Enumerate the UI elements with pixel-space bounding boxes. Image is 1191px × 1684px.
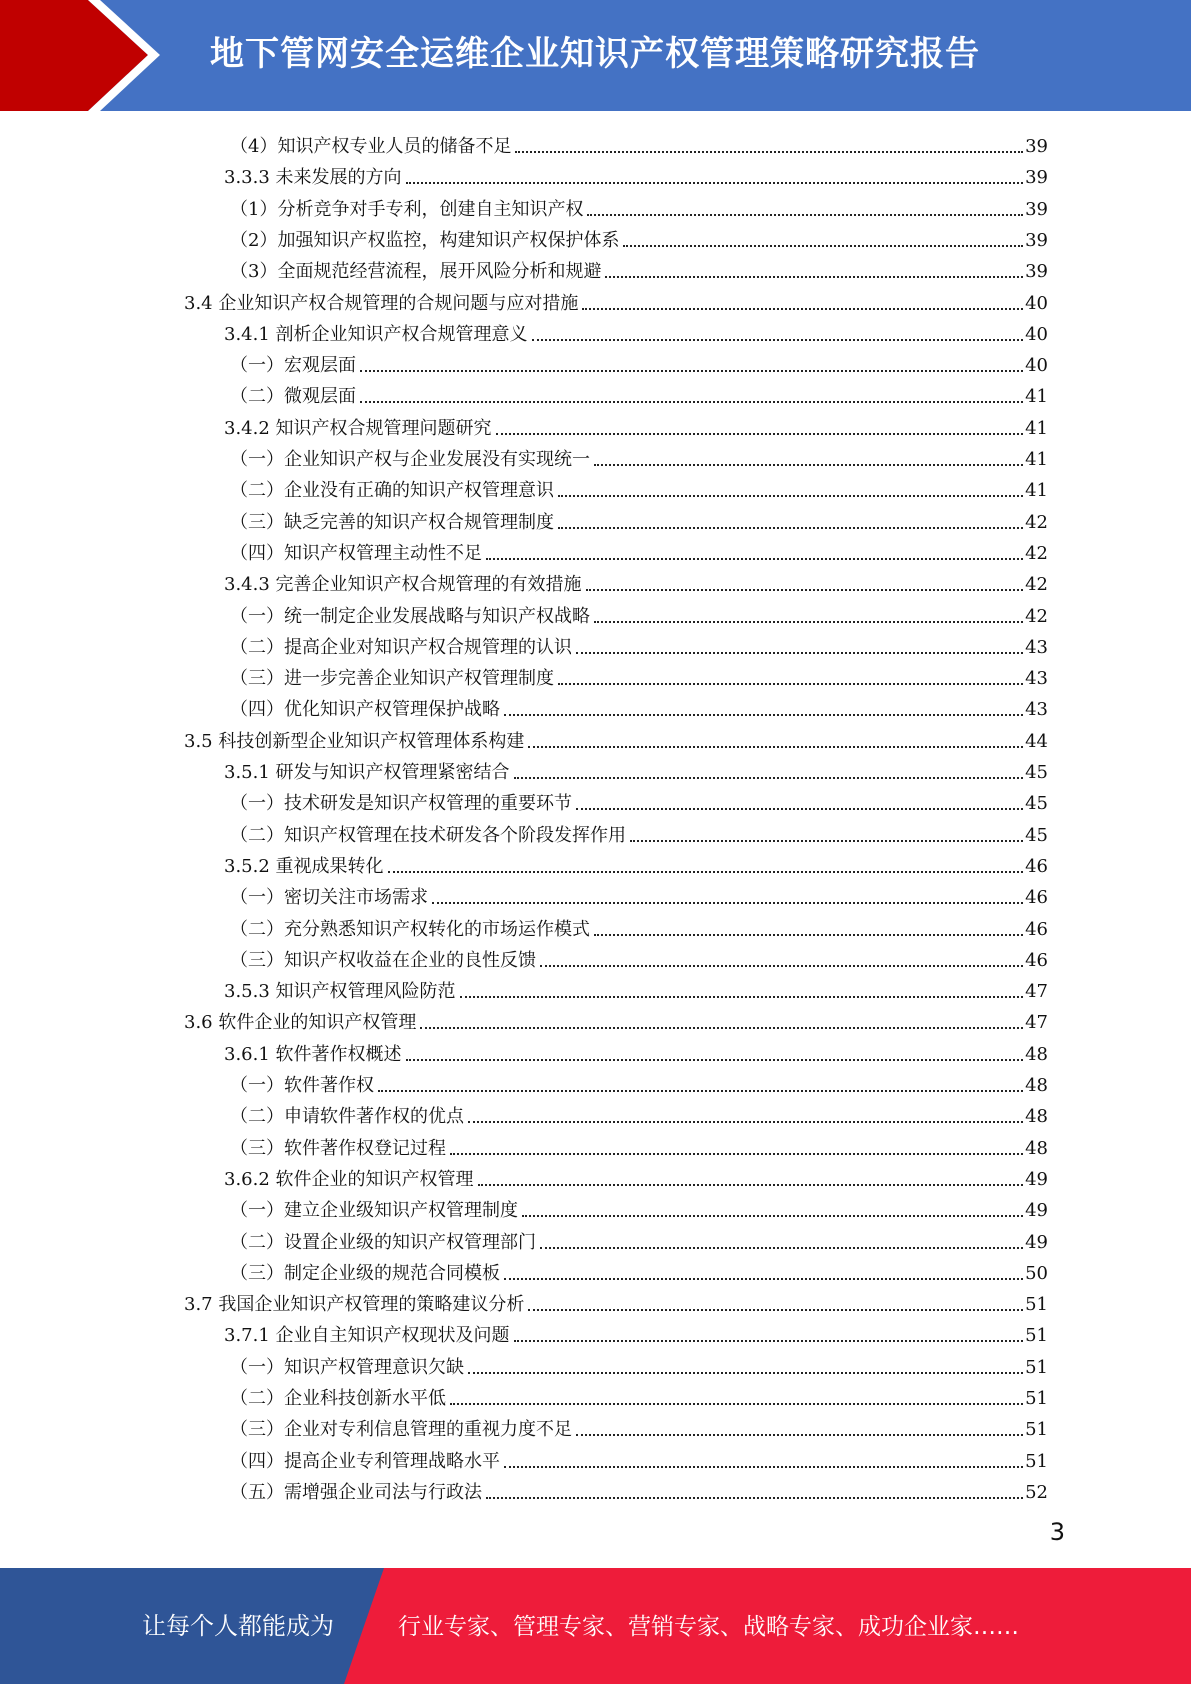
toc-dot-leader bbox=[420, 1021, 1023, 1029]
toc-entry[interactable] bbox=[230, 535, 1048, 566]
toc-entry-title: （四）优化知识产权管理保护战略 bbox=[230, 699, 500, 720]
page-header bbox=[0, 0, 1191, 111]
toc-dot-leader bbox=[532, 333, 1024, 341]
toc-entry[interactable] bbox=[230, 378, 1048, 409]
toc-dot-leader bbox=[587, 208, 1023, 216]
toc-entry-page: 39 bbox=[1025, 136, 1048, 157]
toc-dot-leader bbox=[504, 1460, 1023, 1468]
toc-entry-title: （二）申请软件著作权的优点 bbox=[230, 1106, 464, 1127]
toc-entry-title: （四）知识产权管理主动性不足 bbox=[230, 543, 482, 564]
toc-entry-page: 51 bbox=[1025, 1294, 1048, 1315]
toc-entry-title: （四）提高企业专利管理战略水平 bbox=[230, 1451, 500, 1472]
toc-dot-leader bbox=[486, 1491, 1023, 1499]
toc-entry-title: 3.4.3 完善企业知识产权合规管理的有效措施 bbox=[224, 574, 582, 595]
toc-entry-title: （三）知识产权收益在企业的良性反馈 bbox=[230, 950, 536, 971]
toc-dot-leader bbox=[528, 740, 1023, 748]
footer-slogan-right: 行业专家、管理专家、营销专家、战略专家、成功企业家…… bbox=[398, 1614, 1019, 1640]
toc-entry-page: 44 bbox=[1025, 731, 1048, 752]
toc-dot-leader bbox=[514, 1334, 1024, 1342]
toc-entry-title: （一）宏观层面 bbox=[230, 355, 356, 376]
toc-entry-title: （二）提高企业对知识产权合规管理的认识 bbox=[230, 637, 572, 658]
toc-dot-leader bbox=[558, 489, 1023, 497]
toc-entry-title: （二）设置企业级的知识产权管理部门 bbox=[230, 1232, 536, 1253]
toc-dot-leader bbox=[586, 583, 1024, 591]
toc-entry[interactable] bbox=[230, 942, 1048, 973]
toc-dot-leader bbox=[378, 1084, 1023, 1092]
toc-entry[interactable] bbox=[184, 285, 1048, 316]
toc-entry[interactable] bbox=[224, 848, 1048, 879]
toc-entry-page: 42 bbox=[1025, 574, 1048, 595]
toc-dot-leader bbox=[514, 771, 1024, 779]
toc-entry[interactable] bbox=[230, 660, 1048, 691]
toc-entry-title: （一）软件著作权 bbox=[230, 1075, 374, 1096]
toc-dot-leader bbox=[594, 458, 1023, 466]
toc-entry-title: （3）全面规范经营流程，展开风险分析和规避 bbox=[230, 261, 602, 282]
toc-entry-page: 45 bbox=[1025, 793, 1048, 814]
toc-entry[interactable] bbox=[230, 1380, 1048, 1411]
toc-entry-title: 3.4.2 知识产权合规管理问题研究 bbox=[224, 418, 492, 439]
toc-entry[interactable] bbox=[230, 1443, 1048, 1474]
toc-dot-leader bbox=[450, 1397, 1023, 1405]
toc-entry-title: 3.4.1 剖析企业知识产权合规管理意义 bbox=[224, 324, 528, 345]
toc-entry-page: 39 bbox=[1025, 199, 1048, 220]
toc-entry-page: 43 bbox=[1025, 699, 1048, 720]
toc-entry[interactable] bbox=[230, 253, 1048, 284]
page-footer bbox=[0, 1568, 1191, 1684]
toc-entry-title: 3.5 科技创新型企业知识产权管理体系构建 bbox=[184, 731, 525, 752]
toc-dot-leader bbox=[522, 1209, 1023, 1217]
toc-dot-leader bbox=[496, 427, 1024, 435]
toc-entry-title: 3.7 我国企业知识产权管理的策略建议分析 bbox=[184, 1294, 525, 1315]
toc-dot-leader bbox=[623, 239, 1023, 247]
toc-entry-page: 48 bbox=[1025, 1106, 1048, 1127]
toc-entry-page: 40 bbox=[1025, 293, 1048, 314]
toc-entry-title: 3.5.2 重视成果转化 bbox=[224, 856, 384, 877]
toc-entry-title: （五）需增强企业司法与行政法 bbox=[230, 1482, 482, 1503]
toc-entry-title: （1）分析竞争对手专利，创建自主知识产权 bbox=[230, 199, 584, 220]
toc-entry-page: 51 bbox=[1025, 1451, 1048, 1472]
toc-dot-leader bbox=[576, 802, 1023, 810]
toc-dot-leader bbox=[468, 1366, 1023, 1374]
toc-entry[interactable] bbox=[224, 1317, 1048, 1348]
toc-dot-leader bbox=[450, 1147, 1023, 1155]
toc-dot-leader bbox=[582, 302, 1023, 310]
toc-entry-page: 46 bbox=[1025, 887, 1048, 908]
toc-dot-leader bbox=[388, 865, 1024, 873]
toc-entry-title: （2）加强知识产权监控，构建知识产权保护体系 bbox=[230, 230, 620, 251]
toc-entry[interactable] bbox=[230, 191, 1048, 222]
toc-entry-page: 43 bbox=[1025, 637, 1048, 658]
toc-entry-page: 42 bbox=[1025, 512, 1048, 533]
toc-entry[interactable] bbox=[230, 1255, 1048, 1286]
toc-entry-title: （三）软件著作权登记过程 bbox=[230, 1138, 446, 1159]
toc-entry-page: 45 bbox=[1025, 762, 1048, 783]
toc-entry[interactable] bbox=[230, 1411, 1048, 1442]
toc-entry-page: 41 bbox=[1025, 480, 1048, 501]
toc-entry-title: （二）微观层面 bbox=[230, 386, 356, 407]
toc-entry[interactable] bbox=[230, 691, 1048, 722]
toc-entry[interactable] bbox=[184, 723, 1048, 754]
toc-entry-title: （二）企业科技创新水平低 bbox=[230, 1388, 446, 1409]
toc-dot-leader bbox=[504, 708, 1023, 716]
toc-entry-page: 49 bbox=[1025, 1200, 1048, 1221]
toc-entry[interactable] bbox=[224, 754, 1048, 785]
toc-entry[interactable] bbox=[224, 1036, 1048, 1067]
toc-entry-page: 39 bbox=[1025, 230, 1048, 251]
toc-entry-title: （二）知识产权管理在技术研发各个阶段发挥作用 bbox=[230, 825, 626, 846]
toc-dot-leader bbox=[558, 521, 1023, 529]
toc-entry-page: 46 bbox=[1025, 950, 1048, 971]
toc-entry-title: （二）企业没有正确的知识产权管理意识 bbox=[230, 480, 554, 501]
toc-dot-leader bbox=[360, 395, 1023, 403]
toc-entry-page: 43 bbox=[1025, 668, 1048, 689]
toc-entry-title: 3.4 企业知识产权合规管理的合规问题与应对措施 bbox=[184, 293, 579, 314]
toc-entry-page: 48 bbox=[1025, 1044, 1048, 1065]
toc-entry-title: 3.3.3 未来发展的方向 bbox=[224, 167, 402, 188]
toc-entry[interactable] bbox=[224, 316, 1048, 347]
toc-entry-title: （一）知识产权管理意识欠缺 bbox=[230, 1357, 464, 1378]
toc-dot-leader bbox=[504, 1272, 1023, 1280]
toc-entry-page: 51 bbox=[1025, 1325, 1048, 1346]
toc-entry-page: 42 bbox=[1025, 543, 1048, 564]
toc-dot-leader bbox=[594, 615, 1023, 623]
toc-entry-page: 50 bbox=[1025, 1263, 1048, 1284]
toc-entry-page: 46 bbox=[1025, 919, 1048, 940]
toc-entry[interactable] bbox=[230, 441, 1048, 472]
toc-dot-leader bbox=[558, 677, 1023, 685]
toc-entry-page: 47 bbox=[1025, 1012, 1048, 1033]
toc-entry[interactable] bbox=[224, 1161, 1048, 1192]
document-title: 地下管网安全运维企业知识产权管理策略研究报告 bbox=[210, 34, 980, 74]
toc-entry-title: （三）企业对专利信息管理的重视力度不足 bbox=[230, 1419, 572, 1440]
toc-entry-title: （一）建立企业级知识产权管理制度 bbox=[230, 1200, 518, 1221]
toc-entry-title: 3.5.3 知识产权管理风险防范 bbox=[224, 981, 456, 1002]
toc-entry-page: 39 bbox=[1025, 167, 1048, 188]
toc-entry-page: 41 bbox=[1025, 418, 1048, 439]
toc-entry-page: 51 bbox=[1025, 1388, 1048, 1409]
toc-entry-page: 40 bbox=[1025, 324, 1048, 345]
toc-dot-leader bbox=[540, 1241, 1023, 1249]
toc-entry[interactable] bbox=[230, 629, 1048, 660]
toc-entry[interactable] bbox=[224, 973, 1048, 1004]
toc-dot-leader bbox=[594, 928, 1023, 936]
toc-entry-title: （一）统一制定企业发展战略与知识产权战略 bbox=[230, 606, 590, 627]
toc-entry-title: （一）企业知识产权与企业发展没有实现统一 bbox=[230, 449, 590, 470]
toc-entry-page: 45 bbox=[1025, 825, 1048, 846]
toc-entry[interactable] bbox=[230, 222, 1048, 253]
page-number: 3 bbox=[1049, 1518, 1065, 1546]
toc-entry-page: 52 bbox=[1025, 1482, 1048, 1503]
toc-entry-title: （一）技术研发是知识产权管理的重要环节 bbox=[230, 793, 572, 814]
toc-entry-page: 48 bbox=[1025, 1075, 1048, 1096]
toc-entry[interactable] bbox=[230, 1192, 1048, 1223]
toc-entry-title: （二）充分熟悉知识产权转化的市场运作模式 bbox=[230, 919, 590, 940]
toc-entry-title: 3.5.1 研发与知识产权管理紧密结合 bbox=[224, 762, 510, 783]
toc-entry[interactable] bbox=[230, 911, 1048, 942]
toc-entry-title: 3.6.1 软件著作权概述 bbox=[224, 1044, 402, 1065]
toc-entry-page: 51 bbox=[1025, 1357, 1048, 1378]
toc-entry-page: 48 bbox=[1025, 1138, 1048, 1159]
toc-entry-page: 39 bbox=[1025, 261, 1048, 282]
toc-entry[interactable] bbox=[224, 566, 1048, 597]
toc-entry[interactable] bbox=[224, 159, 1048, 190]
toc-entry-page: 40 bbox=[1025, 355, 1048, 376]
toc-entry-title: （三）缺乏完善的知识产权合规管理制度 bbox=[230, 512, 554, 533]
toc-entry[interactable] bbox=[184, 1286, 1048, 1317]
toc-entry-page: 42 bbox=[1025, 606, 1048, 627]
toc-entry[interactable] bbox=[230, 128, 1048, 159]
footer-slogan-left: 让每个人都能成为 bbox=[142, 1612, 334, 1640]
toc-entry-page: 49 bbox=[1025, 1169, 1048, 1190]
toc-dot-leader bbox=[630, 834, 1023, 842]
toc-dot-leader bbox=[460, 990, 1024, 998]
toc-entry-title: 3.7.1 企业自主知识产权现状及问题 bbox=[224, 1325, 510, 1346]
toc-dot-leader bbox=[406, 176, 1024, 184]
toc-dot-leader bbox=[540, 959, 1023, 967]
toc-entry-page: 49 bbox=[1025, 1232, 1048, 1253]
toc-entry[interactable] bbox=[230, 1098, 1048, 1129]
toc-entry[interactable] bbox=[184, 1004, 1048, 1035]
toc-entry[interactable] bbox=[230, 472, 1048, 503]
toc-dot-leader bbox=[486, 552, 1023, 560]
toc-entry[interactable] bbox=[230, 817, 1048, 848]
toc-entry-page: 46 bbox=[1025, 856, 1048, 877]
toc-entry[interactable] bbox=[230, 1130, 1048, 1161]
toc-entry[interactable] bbox=[230, 347, 1048, 378]
toc-entry[interactable] bbox=[230, 785, 1048, 816]
toc-entry[interactable] bbox=[230, 1349, 1048, 1380]
toc-dot-leader bbox=[576, 646, 1023, 654]
toc-entry[interactable] bbox=[230, 1474, 1048, 1505]
toc-entry[interactable] bbox=[230, 1067, 1048, 1098]
toc-entry[interactable] bbox=[230, 1224, 1048, 1255]
toc-entry-title: （三）进一步完善企业知识产权管理制度 bbox=[230, 668, 554, 689]
toc-entry[interactable] bbox=[230, 879, 1048, 910]
toc-dot-leader bbox=[515, 145, 1023, 153]
toc-entry-title: （一）密切关注市场需求 bbox=[230, 887, 428, 908]
toc-entry[interactable] bbox=[230, 504, 1048, 535]
toc-entry[interactable] bbox=[230, 598, 1048, 629]
toc-entry[interactable] bbox=[224, 410, 1048, 441]
toc-dot-leader bbox=[576, 1428, 1023, 1436]
toc-dot-leader bbox=[406, 1053, 1024, 1061]
toc-dot-leader bbox=[468, 1115, 1023, 1123]
toc-dot-leader bbox=[605, 270, 1023, 278]
toc-entry-page: 41 bbox=[1025, 449, 1048, 470]
toc-entry-title: （4）知识产权专业人员的储备不足 bbox=[230, 136, 512, 157]
toc-entry-page: 41 bbox=[1025, 386, 1048, 407]
toc-entry-title: （三）制定企业级的规范合同模板 bbox=[230, 1263, 500, 1284]
toc-entry-page: 51 bbox=[1025, 1419, 1048, 1440]
toc-dot-leader bbox=[528, 1303, 1023, 1311]
toc-dot-leader bbox=[478, 1178, 1024, 1186]
toc-entry-title: 3.6 软件企业的知识产权管理 bbox=[184, 1012, 417, 1033]
toc-dot-leader bbox=[432, 896, 1023, 904]
toc-entry-page: 47 bbox=[1025, 981, 1048, 1002]
toc-dot-leader bbox=[360, 364, 1023, 372]
toc-entry-title: 3.6.2 软件企业的知识产权管理 bbox=[224, 1169, 474, 1190]
